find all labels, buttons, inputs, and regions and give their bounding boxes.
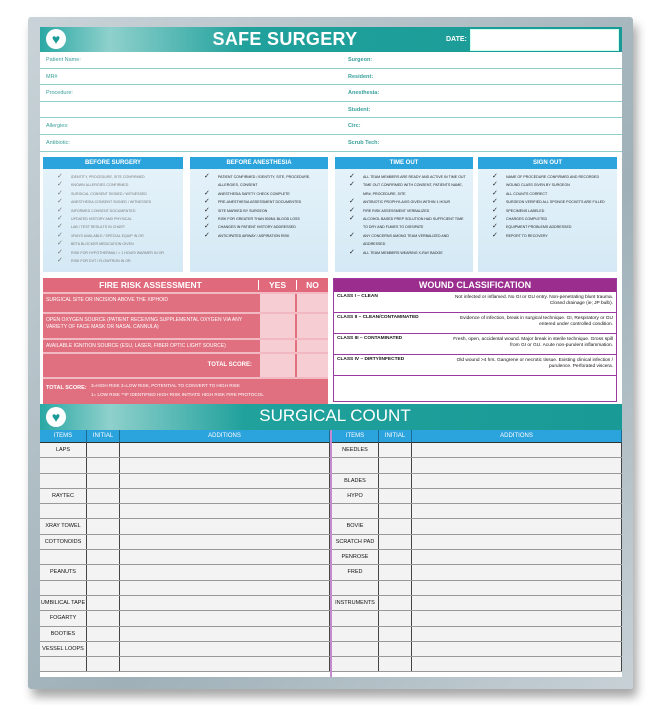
heart-logo-icon: ♥	[46, 407, 66, 427]
initial-cell[interactable]	[379, 627, 412, 641]
checkmark-icon: ✓	[492, 189, 498, 197]
wound-class-description: Evidence of infection, break in surgical technique. GI, Respiratory or GU entered under controlled condition.	[459, 316, 613, 327]
additions-cell[interactable]	[120, 657, 330, 671]
item-cell[interactable]: BOVIE	[332, 519, 379, 533]
additions-cell[interactable]	[412, 657, 622, 671]
wound-title: WOUND CLASSIFICATION	[334, 279, 616, 292]
initial-cell[interactable]	[87, 581, 120, 595]
checkmark-icon: ✓	[204, 189, 210, 197]
date-label: DATE:	[446, 36, 467, 43]
patient-info	[40, 52, 622, 152]
additions-cell[interactable]	[120, 519, 330, 533]
item-cell[interactable]	[332, 458, 379, 472]
checkmark-icon: ✓	[349, 248, 355, 256]
additions-cell[interactable]	[120, 565, 330, 579]
checklist-item-label: ANTIBIOTIC PROPHYLAXIS GIVEN WITHIN 1 HOUR	[363, 200, 451, 205]
info-label-left: Antibiotic:	[46, 139, 70, 146]
initial-cell[interactable]	[87, 565, 120, 579]
panel-title: TIME OUT	[335, 157, 473, 169]
checklist-item-label: SURGEON VERIFIED ALL SPONGE POCKETS ARE FILLED	[506, 200, 605, 205]
column-header-additions: ADDITIONS	[412, 430, 622, 443]
checklist-item[interactable]	[492, 232, 613, 240]
item-cell[interactable]: NEEDLES	[332, 443, 379, 457]
item-cell[interactable]	[332, 642, 379, 656]
initial-cell[interactable]	[379, 611, 412, 625]
wound-class-row	[334, 355, 616, 376]
checklist-item-label: SITE MARKED BY SURGEON	[218, 208, 268, 213]
info-row[interactable]	[40, 118, 622, 135]
initial-cell[interactable]	[87, 627, 120, 641]
info-label-left: Patient Name:	[46, 57, 81, 63]
checkmark-icon: ✓	[57, 173, 63, 180]
checklist-item[interactable]	[492, 173, 613, 181]
column-header-initial: INITIAL	[87, 430, 120, 443]
total-score-label: TOTAL SCORE:	[207, 362, 252, 368]
checklist-item-label: LAB / TEST RESULTS IN CHART	[71, 225, 126, 230]
additions-cell[interactable]	[120, 458, 330, 472]
checkmark-icon: ✓	[492, 223, 498, 231]
checklist-panel	[190, 157, 328, 272]
checklist-item[interactable]	[349, 249, 469, 257]
item-cell[interactable]	[40, 474, 87, 488]
total-no-cell[interactable]	[297, 354, 328, 377]
checkmark-icon: ✓	[492, 181, 498, 189]
additions-cell[interactable]	[412, 596, 622, 610]
item-cell[interactable]: SCRATCH PAD	[332, 535, 379, 549]
additions-cell[interactable]	[120, 627, 330, 641]
no-header: NO	[296, 280, 328, 290]
wound-class-name: CLASS II – CLEAN/CONTAMINATED	[337, 315, 419, 320]
panel-items	[190, 169, 328, 240]
fire-risk-label: AVAILABLE IGNITION SOURCE (ESU, LASER, FIBER OPTIC LIGHT SOURCE)	[46, 343, 226, 349]
checklist-item-label: XRAYS AVAILABLE / SPECIAL EQUIP IN OR	[71, 233, 144, 238]
checklist-item[interactable]	[57, 215, 179, 223]
item-cell[interactable]	[332, 581, 379, 595]
checklist-item[interactable]	[349, 207, 469, 215]
checkmark-icon: ✓	[57, 206, 63, 214]
yes-cell[interactable]	[260, 294, 295, 312]
item-cell[interactable]: FRED	[332, 565, 379, 579]
additions-cell[interactable]	[412, 611, 622, 625]
info-label-left: Allergies:	[46, 123, 69, 130]
initial-cell[interactable]	[379, 489, 412, 503]
additions-cell[interactable]	[120, 474, 330, 488]
checkmark-icon: ✓	[57, 189, 63, 197]
panel-title: BEFORE SURGERY	[43, 157, 183, 169]
checklist-item[interactable]	[57, 207, 179, 215]
item-cell[interactable]	[332, 611, 379, 625]
checkmark-icon: ✓	[204, 206, 210, 214]
additions-cell[interactable]	[412, 474, 622, 488]
checklist-item-label: ALL TEAM MEMBERS WEARING X-RAY BADGE	[363, 250, 443, 255]
checklist-item-label: KNOWN ALLERGIES CONFIRMED	[71, 183, 129, 188]
wound-class-row	[334, 313, 616, 334]
item-cell[interactable]: RAYTEC	[40, 489, 87, 503]
fire-risk-label: SURGICAL SITE OR INCISION ABOVE THE XIPHOID	[46, 297, 168, 303]
item-cell[interactable]: UMBILICAL TAPE	[40, 596, 87, 610]
info-label-right: Circ:	[348, 123, 361, 130]
yes-header: YES	[258, 280, 296, 290]
checklist-item[interactable]	[57, 173, 179, 181]
checkmark-icon: ✓	[57, 257, 63, 265]
checkmark-icon: ✓	[492, 231, 498, 239]
wound-class-name: CLASS III – CONTAMINATED	[337, 336, 403, 341]
additions-cell[interactable]	[412, 535, 622, 549]
checklist-item[interactable]	[492, 198, 613, 206]
initial-cell[interactable]	[379, 519, 412, 533]
initial-cell[interactable]	[87, 596, 120, 610]
item-cell[interactable]	[40, 458, 87, 472]
panel-title: SIGN OUT	[478, 157, 617, 169]
surgical-count-title: SURGICAL COUNT	[259, 406, 411, 425]
checklist-panel	[43, 157, 183, 272]
checklist-panel	[478, 157, 617, 272]
additions-cell[interactable]	[412, 519, 622, 533]
checklist-item-label: ANY CONCERNS AMONG TEAM VERBALIZED AND ADDRESSED	[363, 233, 449, 247]
checklist-item-label: SPECIMENS LABELED	[506, 208, 545, 213]
no-cell[interactable]	[297, 314, 328, 338]
column-header-items: ITEMS	[332, 430, 379, 443]
initial-cell[interactable]	[87, 489, 120, 503]
checklist-item[interactable]	[57, 232, 179, 240]
initial-cell[interactable]	[379, 596, 412, 610]
checklist-item-label: BETA BLOCKER MEDICATION GIVEN	[71, 242, 134, 247]
checkmark-icon: ✓	[492, 206, 498, 214]
checkmark-icon: ✓	[349, 181, 355, 189]
checklist-item-label: SURGICAL CONSENT SIGNED / WITNESSED	[71, 191, 147, 196]
checklist-item[interactable]	[492, 207, 613, 215]
checklist-item-label: CHARGES COMPLETED	[506, 217, 548, 222]
checklist-item[interactable]	[57, 181, 179, 189]
item-cell[interactable]: HYPO	[332, 489, 379, 503]
initial-cell[interactable]	[379, 657, 412, 671]
checklist-item-label: ALL COUNTS CORRECT	[506, 191, 548, 196]
checklist-item[interactable]	[204, 198, 324, 206]
info-label-left: MR#	[46, 73, 58, 80]
checklist-item[interactable]	[349, 181, 469, 198]
info-row[interactable]	[40, 135, 622, 152]
checkmark-icon: ✓	[492, 215, 498, 223]
no-cell[interactable]	[297, 340, 328, 352]
date-field[interactable]	[470, 29, 619, 51]
checkmark-icon: ✓	[57, 231, 63, 239]
checklist-item-label: UPDATED HISTORY AND PHYSICAL	[71, 217, 132, 222]
info-label-right: Anesthesia:	[348, 90, 380, 97]
info-row[interactable]	[40, 52, 622, 69]
checkmark-icon: ✓	[57, 240, 63, 248]
checklist-item[interactable]	[349, 215, 469, 232]
checklist-item[interactable]	[204, 207, 324, 215]
additions-cell[interactable]	[412, 504, 622, 518]
checklist-item-label: RISK FOR HYPOTHERMIA / > 1 HOUR/ WARMER IN OR	[71, 250, 165, 255]
checkmark-icon: ✓	[57, 215, 63, 223]
checklist-item-label: REPORT TO RECOVERY	[506, 233, 548, 238]
whiteboard	[40, 27, 622, 677]
additions-cell[interactable]	[412, 458, 622, 472]
initial-cell[interactable]	[87, 519, 120, 533]
info-row[interactable]	[40, 69, 622, 86]
additions-cell[interactable]	[120, 611, 330, 625]
checkmark-icon: ✓	[204, 198, 210, 206]
item-cell[interactable]: LAPS	[40, 443, 87, 457]
item-cell[interactable]	[40, 581, 87, 595]
checklist-item[interactable]	[349, 232, 469, 249]
initial-cell[interactable]	[379, 504, 412, 518]
checkmark-icon: ✓	[492, 198, 498, 206]
initial-cell[interactable]	[379, 474, 412, 488]
fire-risk-assessment	[43, 278, 328, 404]
fire-title: FIRE RISK ASSESSMENT	[99, 280, 202, 290]
checklist-item-label: ANESTHESIA CONSENT SIGNED / WITNESSED	[71, 200, 152, 205]
checklist-item-label: INFORMED CONSENT DOCUMENTED	[71, 208, 136, 213]
additions-cell[interactable]	[412, 627, 622, 641]
wound-class-description: Old wound >4 hrs. Gangrene or necrotic tissue. Existing clinical infection / purulence. Perforated viscera.	[456, 358, 613, 369]
panel-items	[335, 169, 473, 257]
item-cell[interactable]	[332, 657, 379, 671]
checklist-item[interactable]	[57, 240, 179, 248]
column-header-initial: INITIAL	[379, 430, 412, 443]
checklist-item-label: TIME OUT CONFIRMED WITH CONSENT, PATIENTS NAME, MR#, PROCEDURE, SITE	[363, 183, 463, 196]
initial-cell[interactable]	[379, 581, 412, 595]
checklist-item[interactable]	[492, 215, 613, 223]
legend-label: TOTAL SCORE:	[46, 385, 87, 391]
additions-cell[interactable]	[120, 504, 330, 518]
info-label-right: Scrub Tech:	[348, 139, 380, 146]
additions-cell[interactable]	[412, 581, 622, 595]
wound-classification	[333, 278, 617, 402]
item-cell[interactable]: BOOTIES	[40, 627, 87, 641]
checklist-item[interactable]	[57, 198, 179, 206]
table-divider	[330, 430, 332, 677]
checkmark-icon: ✓	[57, 223, 63, 231]
initial-cell[interactable]	[87, 474, 120, 488]
checkmark-icon: ✓	[349, 215, 355, 223]
checklist-item[interactable]	[204, 215, 324, 223]
legend-line-1: 3=HIGH RISK 2=LOW RISK, POTENTIAL TO CONVERT TO HIGH RISK	[91, 383, 240, 388]
item-cell[interactable]: PEANUTS	[40, 565, 87, 579]
yes-cell[interactable]	[260, 314, 295, 338]
initial-cell[interactable]	[87, 458, 120, 472]
column-header-items: ITEMS	[40, 430, 87, 443]
info-row[interactable]	[40, 85, 622, 102]
checkmark-icon: ✓	[349, 206, 355, 214]
checkmark-icon: ✓	[204, 173, 210, 180]
item-cell[interactable]	[332, 627, 379, 641]
additions-cell[interactable]	[412, 550, 622, 564]
checkmark-icon: ✓	[204, 223, 210, 231]
initial-cell[interactable]	[379, 458, 412, 472]
checklist-item-label: PATIENT CONFIRMED / IDENTITY, SITE, PROCEDURE, ALLERGIES, CONSENT	[218, 175, 311, 188]
additions-cell[interactable]	[412, 489, 622, 503]
initial-cell[interactable]	[379, 535, 412, 549]
checkmark-icon: ✓	[57, 181, 63, 189]
wound-class-description: Fresh, open, accidental wound. Major break in sterile technique. Gross spill from GI or GU. Acute non-purulent inflammation.	[453, 337, 613, 348]
initial-cell[interactable]	[379, 550, 412, 564]
wound-class-name: CLASS IV – DIRTY/INFECTED	[337, 357, 405, 362]
checklist-item-label: RISK FOR DVT / FLOWTRON IN OR	[71, 259, 131, 264]
checklist-item[interactable]	[204, 190, 324, 198]
additions-cell[interactable]	[120, 443, 330, 457]
additions-cell[interactable]	[120, 581, 330, 595]
checklist-item[interactable]	[57, 223, 179, 231]
checklist-item[interactable]	[204, 173, 324, 190]
item-cell[interactable]	[332, 504, 379, 518]
info-label-right: Resident:	[348, 73, 374, 80]
initial-cell[interactable]	[87, 550, 120, 564]
initial-cell[interactable]	[87, 443, 120, 457]
panel-items	[478, 169, 617, 240]
checklist-item-label: RISK FOR GREATER THAN 500ML BLOOD LOSS	[218, 217, 300, 222]
info-row[interactable]	[40, 102, 622, 119]
additions-cell[interactable]	[412, 642, 622, 656]
yes-cell[interactable]	[260, 340, 295, 352]
wound-class-row	[334, 292, 616, 313]
item-cell[interactable]	[40, 504, 87, 518]
additions-cell[interactable]	[412, 565, 622, 579]
checklist-item[interactable]	[349, 198, 469, 206]
checklist-item-label: IDENTITY, PROCEDURE, SITE CONFIRMED	[71, 175, 145, 179]
heart-logo-icon: ♥	[46, 29, 66, 49]
checklist-item[interactable]	[349, 173, 469, 181]
page-title: SAFE SURGERY CHECKLIST	[212, 29, 358, 70]
no-cell[interactable]	[297, 294, 328, 312]
item-cell[interactable]: FOGARTY	[40, 611, 87, 625]
checkmark-icon: ✓	[349, 231, 355, 239]
wound-class-description: Not infected or inflamed. No GI or GU entry. Non-penetrating blunt trauma. Closed drainage (ie; JP bulb).	[454, 295, 613, 306]
item-cell[interactable]: INSTRUMENTS	[332, 596, 379, 610]
checkmark-icon: ✓	[349, 198, 355, 206]
initial-cell[interactable]	[379, 565, 412, 579]
item-cell[interactable]	[40, 550, 87, 564]
checklist-item-label: NAME OF PROCEDURE CONFIRMED AND RECORDED	[506, 175, 600, 179]
checklist-panel	[335, 157, 473, 272]
item-cell[interactable]: XRAY TOWEL	[40, 519, 87, 533]
info-label-left: Procedure:	[46, 90, 73, 97]
wound-class-row	[334, 334, 616, 355]
initial-cell[interactable]	[87, 642, 120, 656]
additions-cell[interactable]	[120, 596, 330, 610]
checkmark-icon: ✓	[57, 198, 63, 206]
checklist-item-label: EQUIPMENT PROBLEMS ADDRESSED	[506, 225, 572, 230]
checklist-item-label: ANTICIPATED AIRWAY / ASPIRATION RISK	[218, 233, 290, 238]
column-header-additions: ADDITIONS	[120, 430, 330, 443]
initial-cell[interactable]	[379, 642, 412, 656]
checklist-item[interactable]	[492, 190, 613, 198]
additions-cell[interactable]	[120, 489, 330, 503]
initial-cell[interactable]	[87, 611, 120, 625]
checkmark-icon: ✓	[204, 215, 210, 223]
checklist-item-label: PRE-ANESTHESIA ASSESSMENT DOCUMENTED	[218, 200, 302, 205]
item-cell[interactable]: VESSEL LOOPS	[40, 642, 87, 656]
additions-cell[interactable]	[120, 550, 330, 564]
additions-cell[interactable]	[120, 535, 330, 549]
checklist-item-label: WOUND CLASS GIVEN BY SURGEON	[506, 183, 570, 188]
checkmark-icon: ✓	[204, 231, 210, 239]
legend-line-2: 1= LOW RISK **IF IDENTIFIED HIGH RISK INITIATE HIGH RISK FIRE PROTOCOL	[91, 392, 264, 397]
additions-cell[interactable]	[412, 443, 622, 457]
wound-class-name: CLASS I – CLEAN	[337, 294, 378, 299]
checklist-item-label: FIRE RISK ASSESSMENT VERBALIZED	[363, 208, 430, 213]
checklist-item-label: CHANGES IN PATIENT HISTORY ADDRESSED	[218, 225, 296, 230]
initial-cell[interactable]	[379, 443, 412, 457]
additions-cell[interactable]	[120, 642, 330, 656]
checklist-item[interactable]	[492, 223, 613, 231]
checklist-item[interactable]	[492, 181, 613, 189]
checklist-item-label: ANESTHESIA SAFETY CHECK COMPLETE	[218, 191, 290, 196]
panel-title: BEFORE ANESTHESIA	[190, 157, 328, 169]
checkmark-icon: ✓	[349, 173, 355, 180]
checklist-item[interactable]	[57, 190, 179, 198]
initial-cell[interactable]	[87, 504, 120, 518]
info-label-right: Surgeon:	[348, 57, 373, 63]
initial-cell[interactable]	[87, 535, 120, 549]
item-cell[interactable]: PENROSE	[332, 550, 379, 564]
total-yes-cell[interactable]	[260, 354, 295, 377]
checklist-item-label: ALL TEAM MEMBERS ARE READY AND ACTIVE IN TIME OUT	[363, 175, 466, 179]
checklist-item[interactable]	[204, 223, 324, 231]
item-cell[interactable]	[40, 657, 87, 671]
checklist-item[interactable]	[204, 232, 324, 240]
checkmark-icon: ✓	[492, 173, 498, 180]
item-cell[interactable]: BLADES	[332, 474, 379, 488]
checklist-item[interactable]	[57, 257, 179, 265]
fire-risk-label: OPEN OXYGEN SOURCE (PATIENT RECEIVING SUPPLEMENTAL OXYGEN VIA ANY VARIETY OF FACE MASK OR NASAL CANNULA)	[46, 317, 243, 330]
checklist-item[interactable]	[57, 249, 179, 257]
surgical-count-header	[40, 404, 622, 430]
checklist-item-label: ALCOHOL BASED PREP SOLUTION HAD SUFFICIENT TIME TO DRY AND FUMES TO DISSIPATE	[363, 217, 464, 230]
initial-cell[interactable]	[87, 657, 120, 671]
panel-items	[43, 169, 183, 265]
info-label-right: Student:	[348, 106, 371, 113]
checkmark-icon: ✓	[57, 248, 63, 256]
item-cell[interactable]: COTTONOIDS	[40, 535, 87, 549]
